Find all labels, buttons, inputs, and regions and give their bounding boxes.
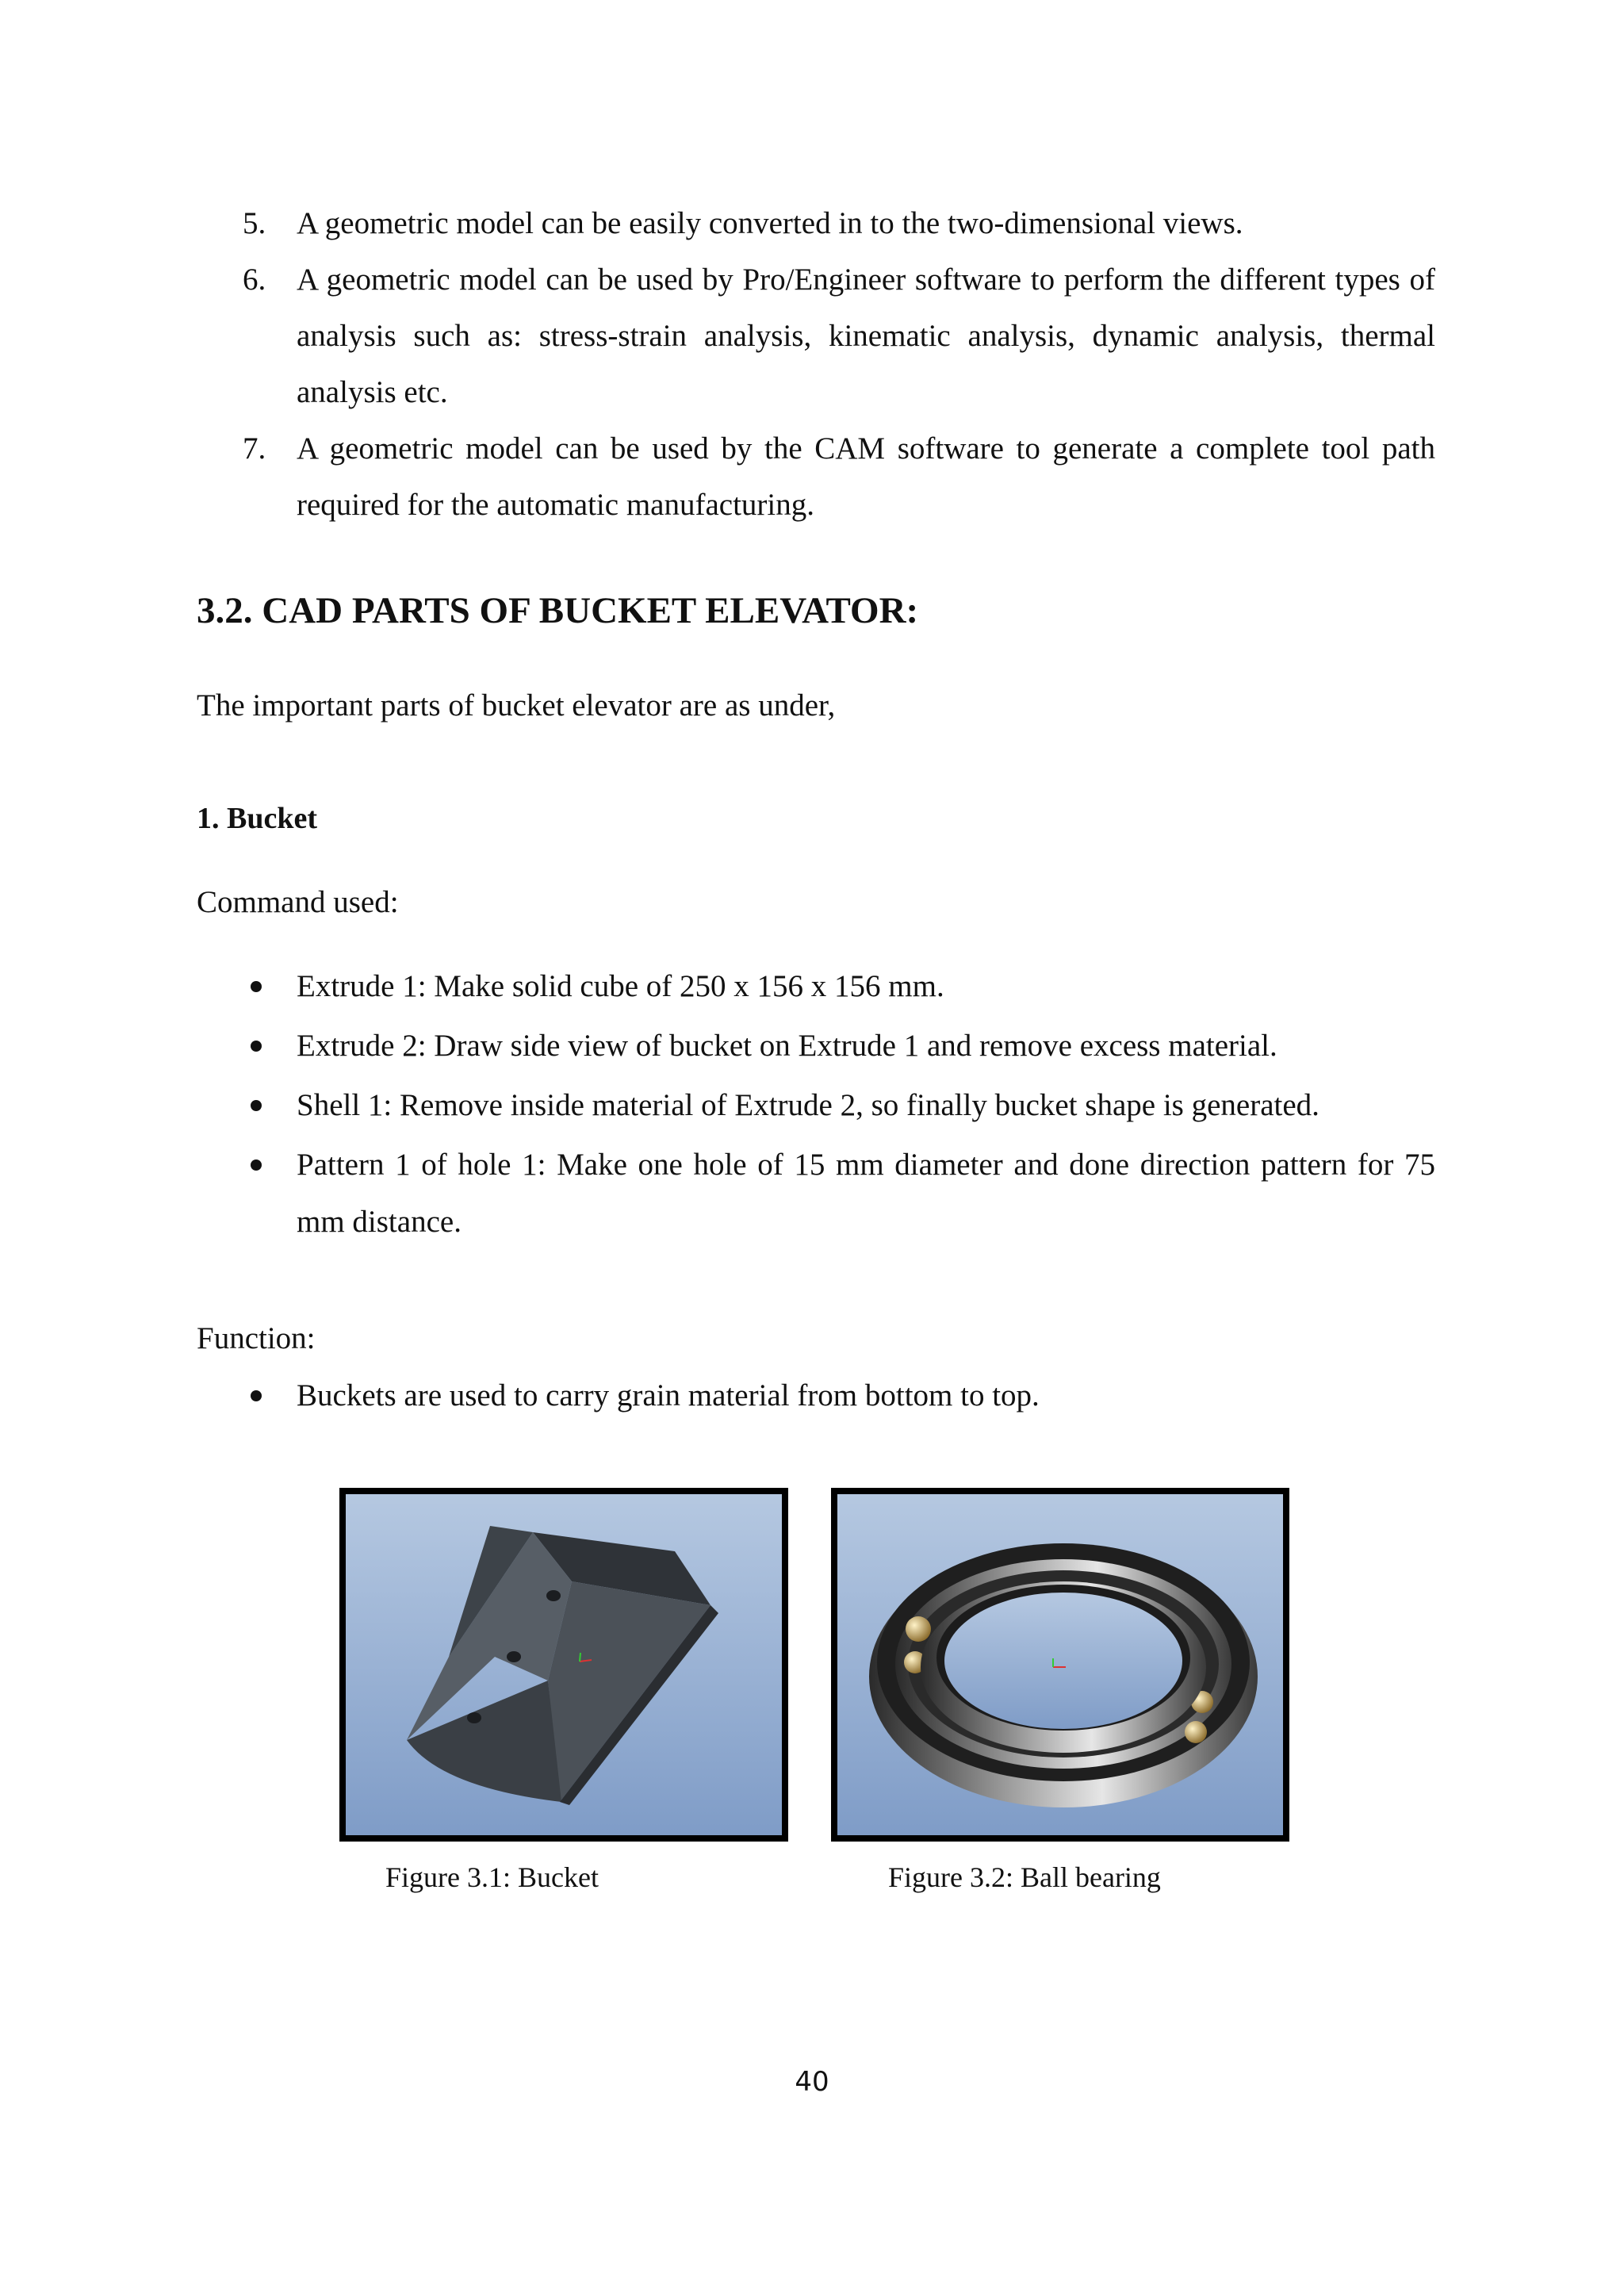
list-text: A geometric model can be used by the CAM software to generate a complete tool path required for the automatic manufacturing. — [297, 431, 1435, 522]
figure-caption: Figure 3.1: Bucket — [385, 1861, 599, 1893]
command-text: Shell 1: Remove inside material of Extrude 2, so finally bucket shape is generated. — [297, 1088, 1320, 1122]
list-item — [243, 251, 1435, 420]
list-number: 5. — [243, 206, 266, 240]
command-item — [243, 1137, 1435, 1251]
command-list — [243, 958, 1435, 1253]
ball-bearing-render-image — [837, 1494, 1283, 1835]
command-text: Pattern 1 of hole 1: Make one hole of 15 mm diameter and done direction pattern for 75 mm distance. — [297, 1148, 1435, 1239]
command-item — [243, 1018, 1435, 1075]
function-label: Function: — [197, 1321, 316, 1355]
command-text: Extrude 1: Make solid cube of 250 x 156 x 156 mm. — [297, 969, 944, 1003]
figure-ball-bearing — [831, 1488, 1289, 1842]
part-heading: 1. Bucket — [197, 802, 317, 835]
list-number: 6. — [243, 263, 266, 297]
list-item — [243, 195, 1435, 251]
numbered-list — [243, 195, 1435, 533]
section-heading: 3.2. CAD PARTS OF BUCKET ELEVATOR: — [197, 590, 919, 631]
command-item — [243, 1077, 1435, 1134]
bullet-icon — [251, 1041, 262, 1052]
list-item — [243, 420, 1435, 533]
function-item — [243, 1367, 1435, 1424]
command-item — [243, 958, 1435, 1015]
command-label: Command used: — [197, 885, 399, 919]
list-number: 7. — [243, 431, 266, 466]
bullet-icon — [251, 1159, 262, 1171]
figure-caption: Figure 3.2: Ball bearing — [888, 1861, 1161, 1893]
list-text: A geometric model can be easily converted in to the two-dimensional views. — [297, 206, 1243, 240]
bucket-render-image — [346, 1494, 782, 1835]
function-text: Buckets are used to carry grain material from bottom to top. — [297, 1378, 1040, 1412]
bullet-icon — [251, 981, 262, 992]
command-text: Extrude 2: Draw side view of bucket on Extrude 1 and remove excess material. — [297, 1029, 1277, 1063]
list-text: A geometric model can be used by Pro/Engineer software to perform the different types of analysis such as: stress-strain analysis, kinematic analysis, dynamic analysis, thermal analysis etc. — [297, 263, 1435, 409]
figure-bucket — [339, 1488, 788, 1842]
page-number: 40 — [795, 2066, 829, 2098]
section-intro: The important parts of bucket elevator are as under, — [197, 688, 836, 723]
function-list — [243, 1367, 1435, 1427]
bullet-icon — [251, 1100, 262, 1111]
bullet-icon — [251, 1390, 262, 1401]
